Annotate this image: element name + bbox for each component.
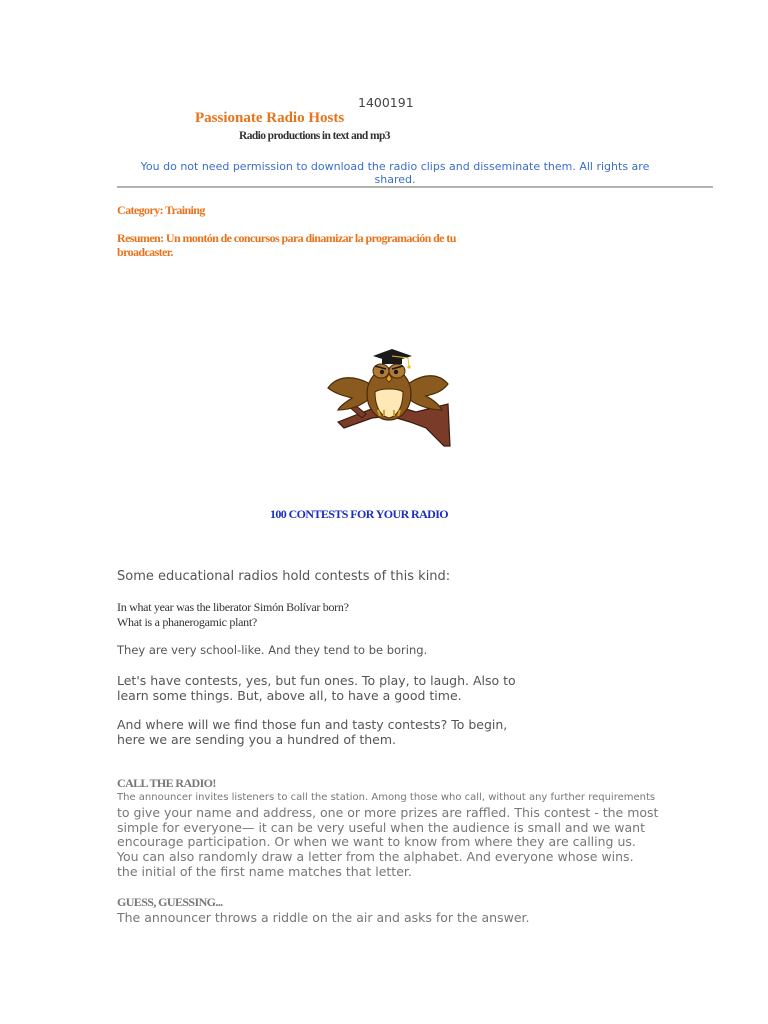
school-like-text: They are very school-like. And they tend to be boring. [117,643,428,657]
site-subtitle: Radio productions in text and mp3 [239,130,390,142]
owl-graduate-icon [326,348,452,448]
permission-notice: You do not need permission to download the radio clips and disseminate them. All rights are shared. [140,160,650,186]
section-intro-call: The announcer invites listeners to call the station. Among those who call, without any further requirements [117,792,656,803]
body-line: the initial of the first name matches that letter. [117,863,412,879]
section-heading-call: CALL THE RADIO! [117,776,216,790]
example-questions [117,600,349,630]
question-item: In what year was the liberator Simón Bolívar born? [117,600,349,614]
header-divider [117,186,713,188]
where-contests-paragraph: And where will we find those fun and tasty contests? To begin, here we are sending you a hundred of them. [117,717,508,747]
intro-text: Some educational radios hold contests of this kind: [117,569,451,584]
right-wing-shape [408,376,448,410]
site-title: Passionate Radio Hosts [195,110,345,126]
section-body-call [117,806,677,880]
fun-contests-paragraph: Let's have contests, yes, but fun ones. To play, to laugh. Also to learn some things. But, above all, to have a good time. [117,673,516,703]
section-body-guess: The announcer throws a riddle on the air and asks for the answer. [117,910,530,925]
body-line: simple for everyone— it can be very useful when the audience is small and we want [117,819,645,835]
body-line: encourage participation. Or when we want to know from where they are calling us. [117,834,636,850]
section-heading-guess: GUESS, GUESSING... [117,895,223,909]
body-line: to give your name and address, one or more prizes are raffled. This contest - the most [117,805,659,820]
left-wing-shape [328,378,370,410]
category-label: Category: Training [117,203,205,217]
question-item: What is a phanerogamic plant? [117,615,257,629]
document-id: 1400191 [358,95,414,110]
article-title: 100 CONTESTS FOR YOUR RADIO [270,507,449,521]
summary-text: Resumen: Un montón de concursos para dinamizar la programación de tu broadcaster. [117,231,456,259]
body-line: You can also randomly draw a letter from the alphabet. And everyone whose wins. [117,849,634,865]
